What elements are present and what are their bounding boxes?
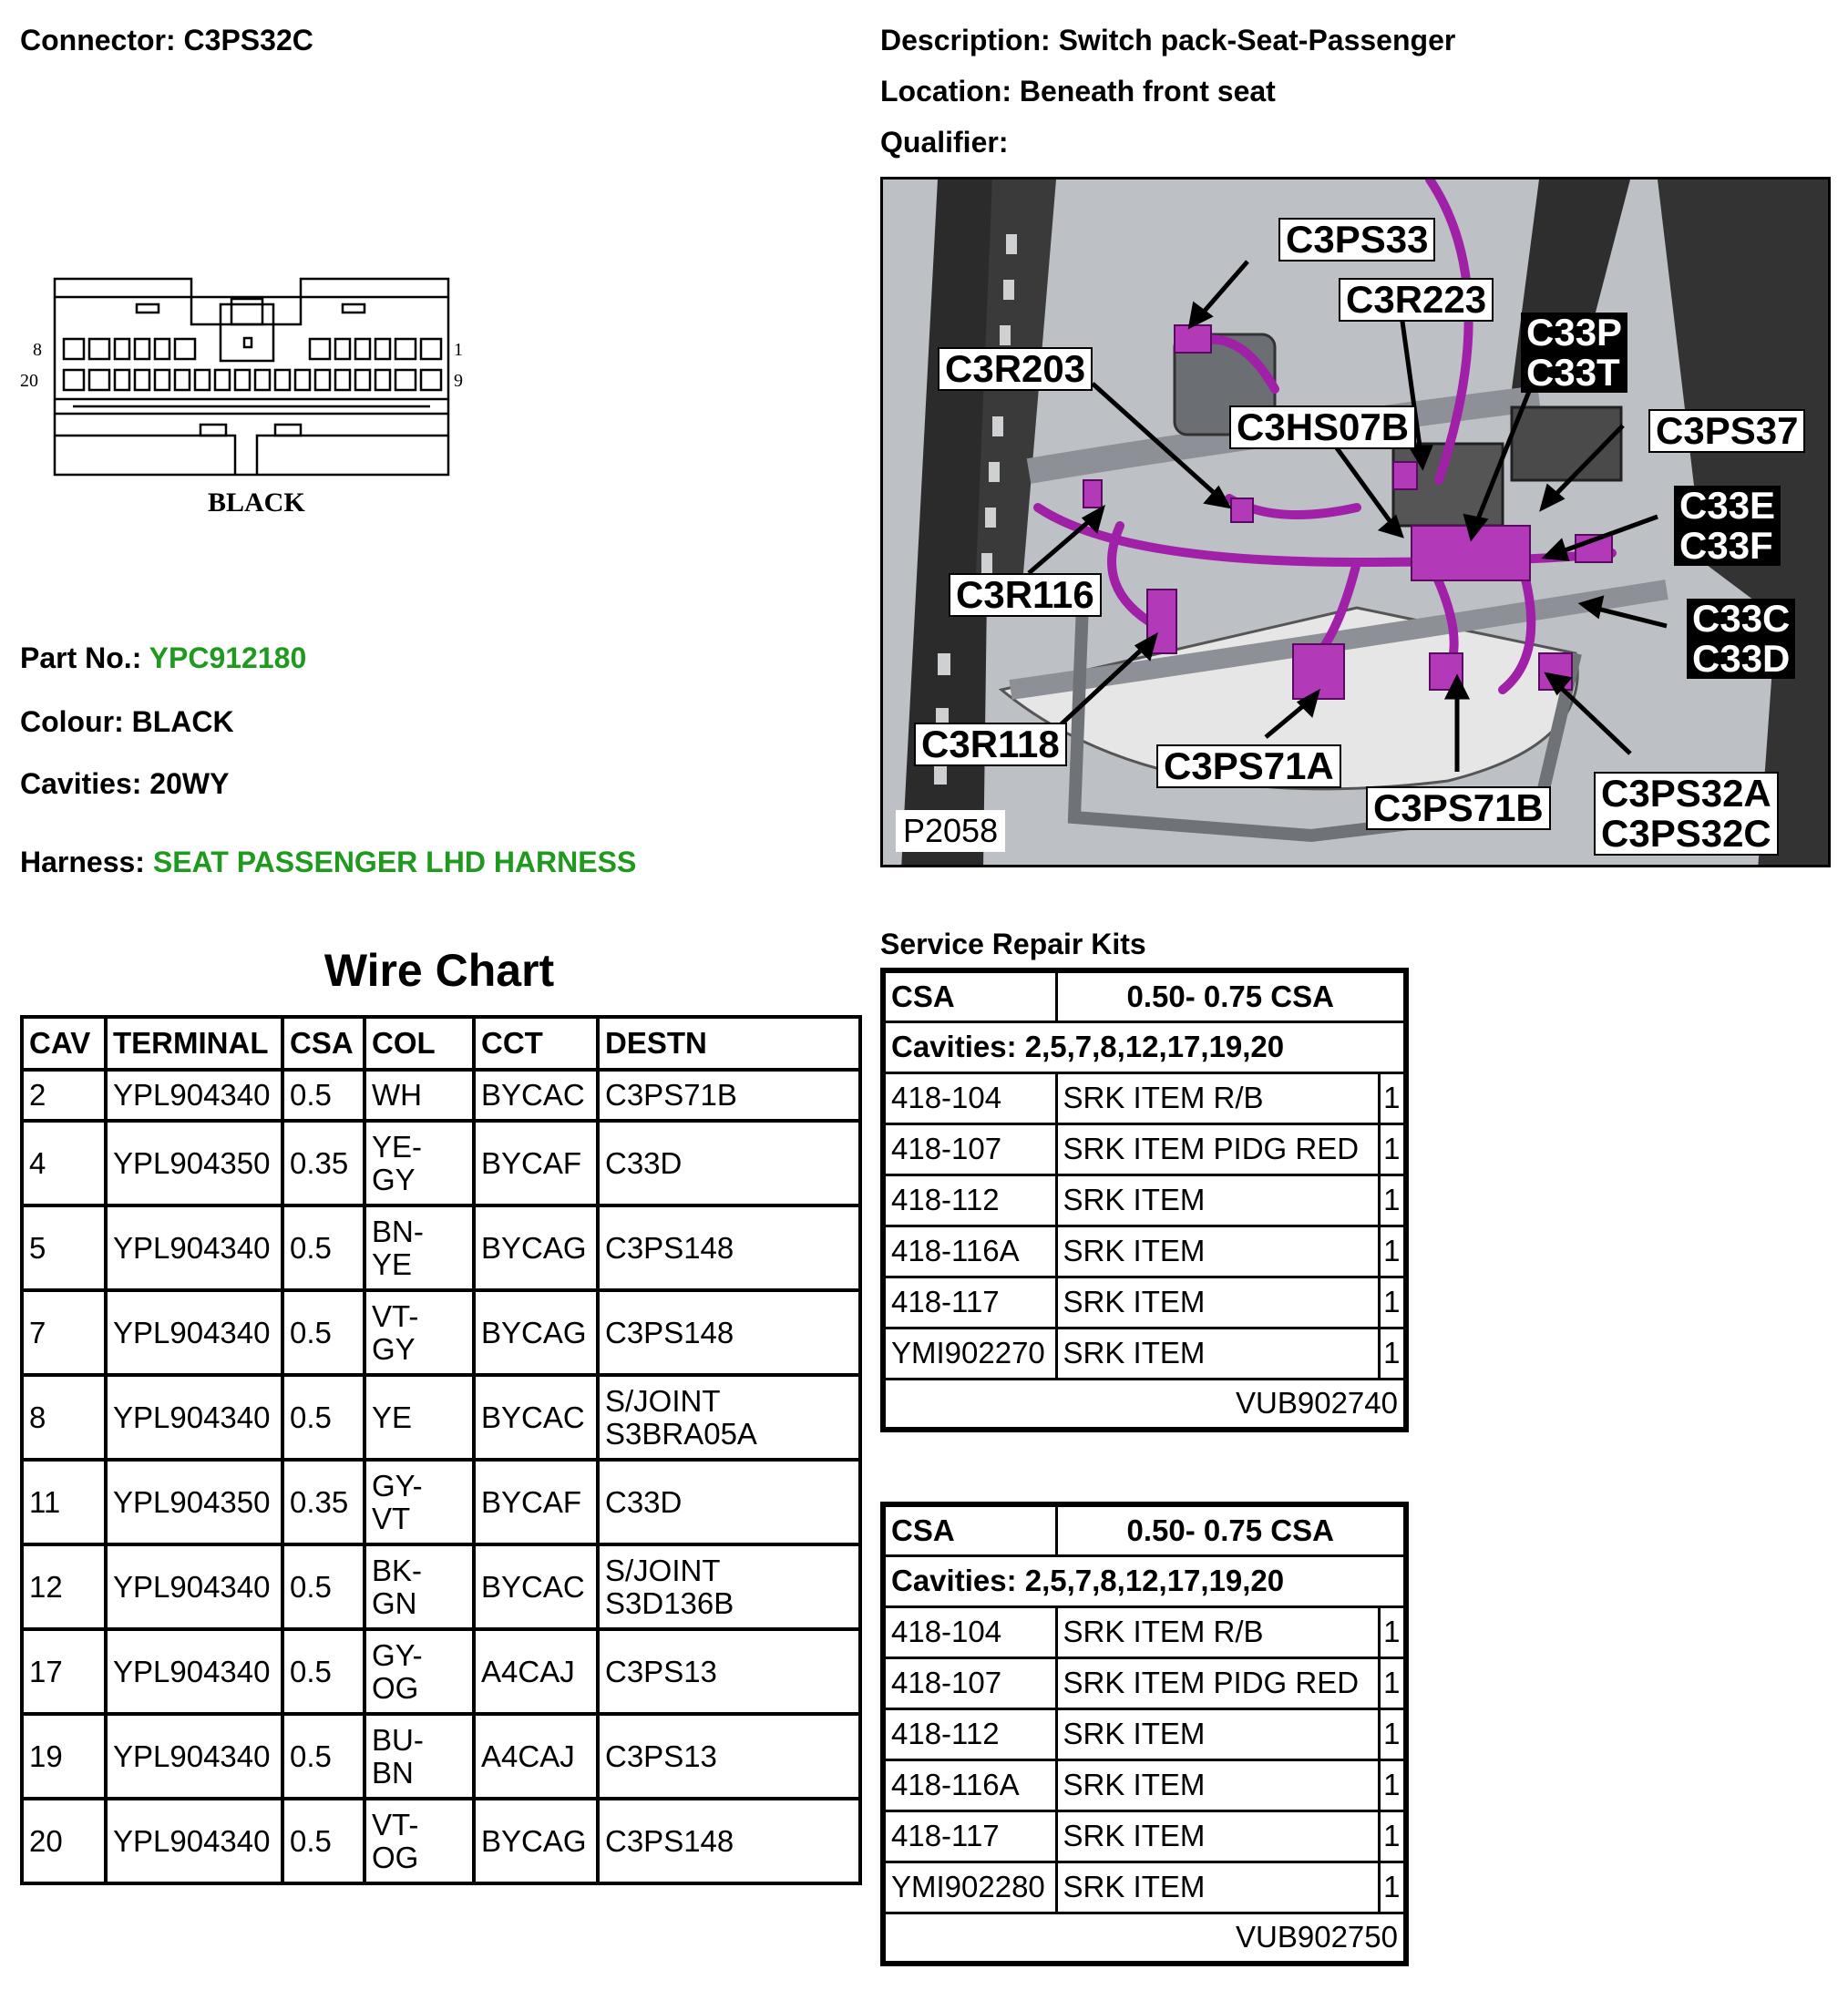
callout-c3ps71a: C3PS71A [1156,744,1341,788]
service-repair-kit-table-2 [880,1502,1409,1966]
cavities-value: 20WY [149,767,230,800]
kit-cavities: Cavities: 2,5,7,8,12,17,19,20 [883,1021,1406,1072]
kit-cavities: Cavities: 2,5,7,8,12,17,19,20 [883,1555,1406,1606]
cell-cct: BYCAC [474,1375,598,1460]
colour-label: Colour: [20,705,124,738]
cell-col: BU- BN [364,1714,474,1799]
wire-chart-header-row [22,1017,860,1070]
callout-c3r223: C3R223 [1339,278,1494,322]
photo-code: P2058 [896,810,1005,852]
cell-destn: C3PS13 [598,1714,860,1799]
cell-terminal: YPL904340 [106,1629,282,1714]
cell-csa: 0.5 [282,1544,364,1629]
kit-item-qty: 1 [1379,1226,1406,1277]
cell-col: GY- VT [364,1460,474,1544]
kit-item-desc: SRK ITEM [1056,1810,1379,1862]
cell-terminal: YPL904340 [106,1205,282,1290]
service-repair-kit-table-1 [880,968,1409,1432]
srk-title: Service Repair Kits [880,928,1146,960]
callout-c33e-c33f: C33E C33F [1674,486,1781,566]
pin-label-top-left: 8 [33,340,42,360]
kit-item-qty: 1 [1379,1123,1406,1175]
connector-face-diagram [18,270,483,534]
kit-item-qty: 1 [1379,1810,1406,1862]
kit-item-qty: 1 [1379,1606,1406,1657]
cavities-label: Cavities: [20,767,142,800]
kit-csa-row [883,970,1406,1021]
callout-c33c-c33d: C33C C33D [1687,599,1795,679]
cell-col: BN- YE [364,1205,474,1290]
kit-item-qty: 1 [1379,1328,1406,1379]
qualifier-line [880,124,1008,160]
cell-cct: A4CAJ [474,1629,598,1714]
cell-destn: C3PS148 [598,1205,860,1290]
kit-csa-label: CSA [883,970,1056,1021]
kit-item-part: 418-107 [883,1657,1056,1708]
kit-item-qty: 1 [1379,1759,1406,1810]
cell-destn: S/JOINT S3BRA05A [598,1375,860,1460]
kit-item-row [883,1657,1406,1708]
cell-cav: 12 [22,1544,106,1629]
diagram-colour-label: BLACK [208,487,305,518]
callout-c3ps32a-c3ps32c: C3PS32A C3PS32C [1594,772,1779,856]
cell-terminal: YPL904340 [106,1544,282,1629]
kit-item-row [883,1708,1406,1759]
cell-cct: BYCAF [474,1121,598,1205]
harness-value: SEAT PASSENGER LHD HARNESS [152,846,637,878]
kit-number: VUB902740 [883,1379,1406,1430]
qualifier-label: Qualifier: [880,126,1009,159]
location-value: Beneath front seat [1019,75,1276,108]
cell-cct: BYCAG [474,1799,598,1883]
col-header-cct: CCT [474,1017,598,1070]
callout-c3r116: C3R116 [949,573,1102,617]
cell-terminal: YPL904350 [106,1121,282,1205]
kit-item-desc: SRK ITEM R/B [1056,1606,1379,1657]
kit-item-desc: SRK ITEM PIDG RED [1056,1123,1379,1175]
kit-item-desc: SRK ITEM [1056,1226,1379,1277]
kit-item-qty: 1 [1379,1072,1406,1123]
table-row [22,1799,860,1883]
cell-csa: 0.35 [282,1121,364,1205]
wire-chart-title: Wire Chart [323,945,555,996]
kit-number-row [883,1379,1406,1430]
callout-c3hs07b: C3HS07B [1229,405,1416,449]
connector-label: Connector: [20,24,176,56]
col-header-terminal: TERMINAL [106,1017,282,1070]
table-row [22,1121,860,1205]
kit-csa-row [883,1504,1406,1555]
cell-cct: BYCAC [474,1070,598,1121]
cell-col: WH [364,1070,474,1121]
cell-cav: 17 [22,1629,106,1714]
cell-cav: 19 [22,1714,106,1799]
kit-item-row [883,1226,1406,1277]
kit-item-desc: SRK ITEM PIDG RED [1056,1657,1379,1708]
kit-item-row [883,1606,1406,1657]
kit-cavities-row [883,1555,1406,1606]
colour-line [20,703,234,740]
table-row [22,1375,860,1460]
cell-terminal: YPL904340 [106,1714,282,1799]
part-no-value: YPC912180 [149,641,307,674]
kit-item-desc: SRK ITEM [1056,1759,1379,1810]
kit-item-part: 418-112 [883,1175,1056,1226]
kit-item-part: 418-104 [883,1072,1056,1123]
cell-terminal: YPL904350 [106,1460,282,1544]
kit-item-part: 418-104 [883,1606,1056,1657]
table-row [22,1629,860,1714]
cell-destn: C33D [598,1121,860,1205]
harness-line [20,844,636,880]
kit-item-part: 418-107 [883,1123,1056,1175]
kit-number: VUB902750 [883,1913,1406,1964]
description-value: Switch pack-Seat-Passenger [1058,24,1456,56]
kit-item-row [883,1810,1406,1862]
cell-terminal: YPL904340 [106,1070,282,1121]
pin-label-top-right: 1 [454,340,463,360]
cell-cct: BYCAG [474,1205,598,1290]
location-line [880,73,1276,109]
kit-item-part: 418-117 [883,1810,1056,1862]
table-row [22,1544,860,1629]
cell-terminal: YPL904340 [106,1375,282,1460]
cell-cav: 11 [22,1460,106,1544]
kit-number-row [883,1913,1406,1964]
kit-item-row [883,1123,1406,1175]
kit-item-qty: 1 [1379,1862,1406,1913]
cell-terminal: YPL904340 [106,1799,282,1883]
part-no-label: Part No.: [20,641,142,674]
kit-cavities-row [883,1021,1406,1072]
kit-item-qty: 1 [1379,1657,1406,1708]
cell-destn: C3PS148 [598,1799,860,1883]
table-row [22,1205,860,1290]
table-row [22,1460,860,1544]
cell-csa: 0.5 [282,1290,364,1375]
table-row [22,1714,860,1799]
cell-cct: BYCAG [474,1290,598,1375]
col-header-col: COL [364,1017,474,1070]
pin-label-bottom-left: 20 [20,371,38,391]
kit-item-desc: SRK ITEM [1056,1708,1379,1759]
cell-destn: C33D [598,1460,860,1544]
kit-item-desc: SRK ITEM [1056,1277,1379,1328]
kit-csa-value: 0.50- 0.75 CSA [1056,1504,1406,1555]
cell-csa: 0.5 [282,1205,364,1290]
part-no-line [20,640,306,676]
kit-item-desc: SRK ITEM R/B [1056,1072,1379,1123]
description-line [880,22,1455,58]
callout-c3ps37: C3PS37 [1648,409,1805,453]
col-header-cav: CAV [22,1017,106,1070]
cell-col: VT- OG [364,1799,474,1883]
kit-item-part: 418-116A [883,1759,1056,1810]
kit-csa-value: 0.50- 0.75 CSA [1056,970,1406,1021]
kit-item-row [883,1328,1406,1379]
callout-c3ps33: C3PS33 [1278,218,1435,262]
cell-destn: C3PS148 [598,1290,860,1375]
cell-col: BK- GN [364,1544,474,1629]
callout-c33p-c33t: C33P C33T [1521,313,1627,393]
cell-cct: A4CAJ [474,1714,598,1799]
callout-c3r203: C3R203 [938,347,1093,391]
cell-col: VT- GY [364,1290,474,1375]
cell-cct: BYCAC [474,1544,598,1629]
cell-destn: C3PS71B [598,1070,860,1121]
description-label: Description: [880,24,1051,56]
connector-value: C3PS32C [183,24,313,56]
kit-item-row [883,1175,1406,1226]
kit-item-row [883,1759,1406,1810]
wire-chart-body [22,1070,860,1883]
kit-item-part: 418-117 [883,1277,1056,1328]
cell-col: YE- GY [364,1121,474,1205]
kit-item-desc: SRK ITEM [1056,1328,1379,1379]
colour-value: BLACK [131,705,234,738]
callout-c3r118: C3R118 [914,723,1067,766]
kit-item-part: 418-116A [883,1226,1056,1277]
cell-cct: BYCAF [474,1460,598,1544]
wire-chart-table [20,1015,862,1885]
table-row [22,1070,860,1121]
cavities-line [20,765,229,802]
cell-csa: 0.5 [282,1799,364,1883]
kit-item-row [883,1277,1406,1328]
kit-csa-label: CSA [883,1504,1056,1555]
cell-cav: 20 [22,1799,106,1883]
location-label: Location: [880,75,1011,108]
cell-cav: 2 [22,1070,106,1121]
cell-cav: 7 [22,1290,106,1375]
callout-c3ps71b: C3PS71B [1366,786,1551,830]
cell-cav: 8 [22,1375,106,1460]
cell-csa: 0.5 [282,1629,364,1714]
kit-item-desc: SRK ITEM [1056,1862,1379,1913]
cell-csa: 0.5 [282,1375,364,1460]
pin-label-bottom-right: 9 [454,371,463,391]
cell-csa: 0.5 [282,1070,364,1121]
cell-col: GY- OG [364,1629,474,1714]
kit-item-desc: SRK ITEM [1056,1175,1379,1226]
kit-item-qty: 1 [1379,1708,1406,1759]
cell-csa: 0.5 [282,1714,364,1799]
harness-label: Harness: [20,846,145,878]
kit-item-part: YMI902280 [883,1862,1056,1913]
kit-item-qty: 1 [1379,1277,1406,1328]
kit-item-row [883,1072,1406,1123]
cell-destn: S/JOINT S3D136B [598,1544,860,1629]
kit-item-row [883,1862,1406,1913]
cell-col: YE [364,1375,474,1460]
cell-cav: 4 [22,1121,106,1205]
col-header-destn: DESTN [598,1017,860,1070]
kit-item-qty: 1 [1379,1175,1406,1226]
table-row [22,1290,860,1375]
cell-cav: 5 [22,1205,106,1290]
kit-item-part: YMI902270 [883,1328,1056,1379]
connector-line [20,22,313,58]
cell-csa: 0.35 [282,1460,364,1544]
cell-destn: C3PS13 [598,1629,860,1714]
cell-terminal: YPL904340 [106,1290,282,1375]
location-photo [880,177,1831,867]
kit-item-part: 418-112 [883,1708,1056,1759]
col-header-csa: CSA [282,1017,364,1070]
